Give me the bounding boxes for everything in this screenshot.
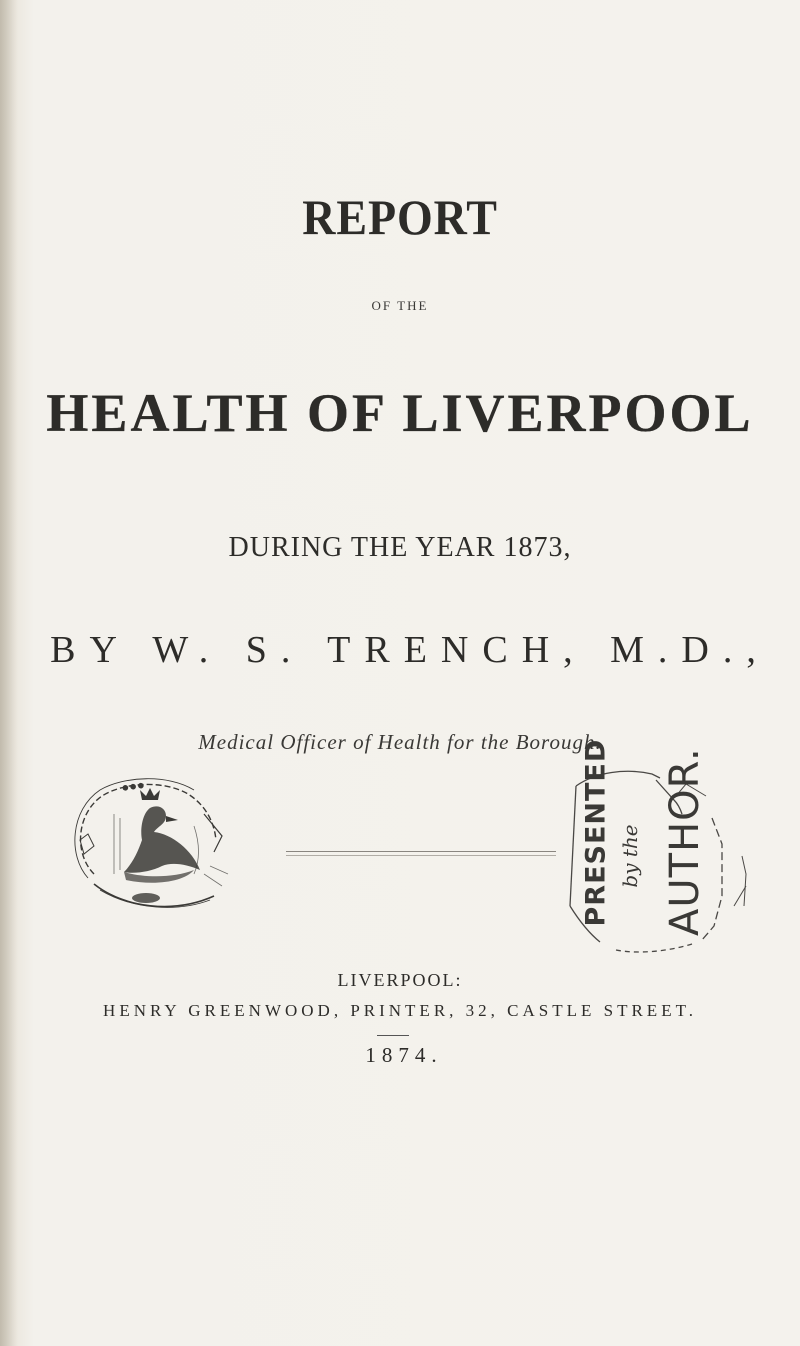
- office-line: Medical Officer of Health for the Borough.: [198, 730, 602, 754]
- imprint-year: 1874.: [365, 1043, 443, 1067]
- stamp-presented-text: PRESENTED: [580, 738, 612, 927]
- stamp-by-text: by the: [618, 824, 642, 888]
- imprint-dash: [377, 1035, 409, 1036]
- report-heading: REPORT: [302, 189, 498, 245]
- imprint-place: LIVERPOOL:: [337, 970, 463, 990]
- svg-text:●●●: ●●●: [120, 776, 146, 795]
- imprint-printer: HENRY GREENWOOD, PRINTER, 32, CASTLE STREET.: [103, 1001, 697, 1020]
- subject-heading: HEALTH OF LIVERPOOL: [46, 383, 754, 443]
- author-line: BY W. S. TRENCH, M.D.,: [50, 629, 770, 671]
- of-the-line: OF THE: [371, 298, 429, 313]
- borough-seal-icon: [54, 774, 250, 924]
- centre-rule: [286, 851, 556, 852]
- period-line: DURING THE YEAR 1873,: [228, 532, 572, 563]
- centre-rule-double: [286, 855, 556, 856]
- presentation-stamp: [556, 738, 756, 956]
- stamp-author-text: AUTHOR.: [662, 747, 708, 936]
- page-edge-shadow: [0, 0, 18, 1346]
